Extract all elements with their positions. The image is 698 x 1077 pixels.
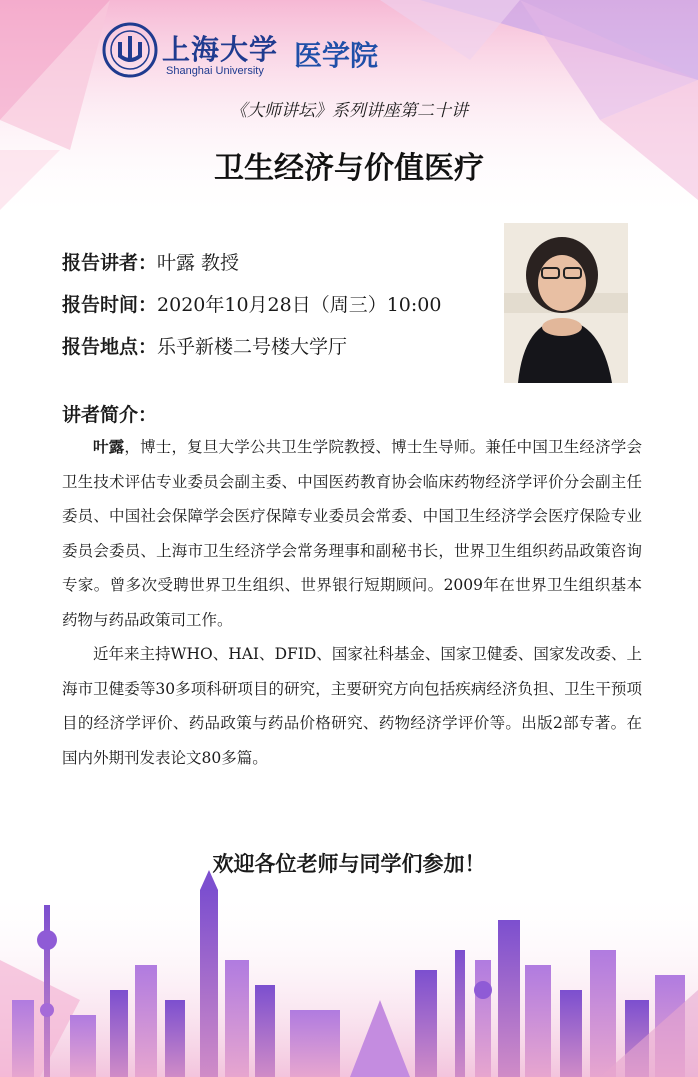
time-line bbox=[62, 290, 441, 317]
speaker-name: 叶露 bbox=[93, 437, 125, 456]
time-value: 2020年10月28日（周三）10:00 bbox=[157, 294, 442, 316]
closing-welcome: 欢迎各位老师与同学们参加！ bbox=[212, 851, 486, 876]
city-skyline-illustration bbox=[0, 870, 698, 1077]
university-emblem-icon bbox=[102, 22, 158, 78]
intro-paragraph-2: 近年来主持WHO、HAI、DFID、国家社科基金、国家卫健委、国家发改委、上海市卫健委等30多项科研项目的研究，主要研究方向包括疾病经济负担、卫生干预项目的经济学评价、药品政策与药品价格研究、药物经济学评价等。出版2部专著。在国内外期刊发表论文80多篇。 bbox=[62, 645, 642, 767]
university-name-cn: 上海大学 bbox=[162, 33, 279, 66]
place-label: 报告地点： bbox=[62, 336, 158, 358]
speaker-portrait-image bbox=[504, 223, 628, 383]
speaker-value: 叶露 教授 bbox=[157, 252, 240, 274]
time-label: 报告时间： bbox=[62, 294, 158, 316]
college-name: 医学院 bbox=[294, 39, 379, 72]
university-logo bbox=[102, 22, 402, 86]
lecture-series: 《大师讲坛》系列讲座第二十讲 bbox=[230, 101, 468, 121]
intro-paragraph-1-text: ，博士，复旦大学公共卫生学院教授、博士生导师。兼任中国卫生经济学会卫生技术评估专业委员会副主委、中国医药教育协会临床药物经济学评价分会副主任委员、中国社会保障学会医疗保障专业委员会常委、中国卫生经济学会医疗保险专业委员会委员、上海市卫生经济学会常务理事和副秘书长，世界卫生组织药品政策咨询专家。曾多次受聘世界卫生组织、世界银行短期顾问。2009年在世界卫生组织基本药物与药品政策司工作。 bbox=[62, 438, 642, 629]
intro-body bbox=[62, 430, 642, 775]
speaker-photo bbox=[504, 223, 628, 383]
speaker-line bbox=[62, 248, 239, 275]
intro-heading: 讲者简介： bbox=[62, 404, 158, 426]
university-name-en: Shanghai University bbox=[166, 65, 264, 77]
place-value: 乐乎新楼二号楼大学厅 bbox=[157, 336, 348, 358]
speaker-label: 报告讲者： bbox=[62, 252, 158, 274]
place-line bbox=[62, 332, 347, 359]
intro-paragraph-1 bbox=[62, 430, 642, 637]
lecture-title: 卫生经济与价值医疗 bbox=[214, 151, 484, 186]
